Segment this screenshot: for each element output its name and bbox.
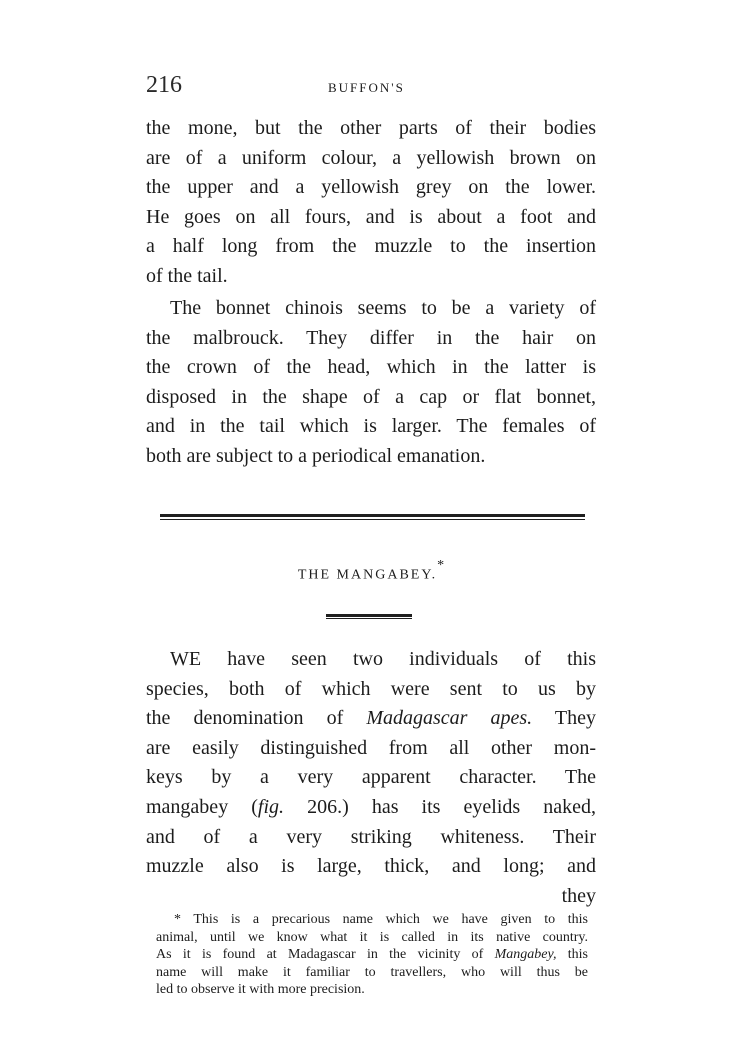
text-line (146, 793, 596, 823)
text-line: keys by a very apparent character. The (146, 766, 596, 789)
page-number: 216 (146, 72, 182, 98)
italic-text: Madagascar apes. (366, 707, 533, 730)
divider-thin-line (160, 519, 585, 520)
text-line (146, 704, 596, 734)
paragraph-bonnet-chinois (146, 294, 596, 472)
text-line: the crown of the head, which in the latter is (146, 356, 596, 379)
text-line: disposed in the shape of a cap or flat bonnet, (146, 385, 596, 408)
text-run: mangabey ( (146, 795, 258, 818)
text-line: and in the tail which is larger. The females of (146, 415, 596, 438)
footnote (156, 911, 588, 999)
footnote-line: animal, until we know what it is called in its native country. (156, 929, 588, 945)
heading-rule-thick (326, 614, 412, 617)
text-line: species, both of which were sent to us by (146, 677, 596, 700)
footnote-line: led to observe it with more precision. (156, 982, 365, 997)
text-run: this (556, 947, 588, 962)
italic-text: fig. (257, 795, 285, 818)
italic-text: Mangabey, (494, 947, 557, 962)
footnote-line: name will make it familiar to travellers, who will thus be (156, 964, 588, 980)
footnote-line (156, 946, 588, 964)
text-line: are easily distinguished from all other mon- (146, 736, 596, 759)
text-line: The bonnet chinois seems to be a variety of (170, 297, 596, 319)
paragraph-mangabey (146, 645, 596, 911)
text-line: WE have seen two individuals of this (170, 648, 596, 670)
section-title: THE MANGABEY. (297, 567, 438, 583)
text-line: the mone, but the other parts of their bodies (146, 117, 596, 139)
section-divider (160, 514, 585, 522)
text-line: He goes on all fours, and is about a foot and (146, 205, 596, 228)
text-line: both are subject to a periodical emanation. (146, 444, 486, 467)
footnote-line: * This is a precarious name which we have given to this (174, 912, 588, 927)
section-heading (146, 558, 596, 584)
text-line: the malbrouck. They differ in the hair on (146, 326, 596, 349)
text-run: 206.) has its eyelids naked, (284, 795, 596, 818)
text-run: They (532, 707, 597, 730)
divider-thick-line (160, 514, 585, 517)
text-line: and of a very striking whiteness. Their (146, 825, 596, 848)
catchword: they (561, 884, 596, 907)
heading-rule (326, 614, 412, 620)
running-title: BUFFON'S (328, 80, 405, 95)
footnote-marker: * (437, 558, 445, 573)
text-run: As it is found at Madagascar in the vicinity of (156, 947, 495, 962)
text-line: the upper and a yellowish grey on the lower. (146, 176, 596, 199)
paragraph-continued (146, 114, 596, 292)
text-line: muzzle also is large, thick, and long; and (146, 855, 596, 878)
text-line: of the tail. (146, 264, 228, 287)
page-header (146, 72, 596, 104)
text-run: the denomination of (146, 707, 367, 730)
text-line: are of a uniform colour, a yellowish brown on (146, 146, 596, 169)
heading-rule-thin (326, 618, 412, 619)
text-line: a half long from the muzzle to the insertion (146, 235, 596, 258)
